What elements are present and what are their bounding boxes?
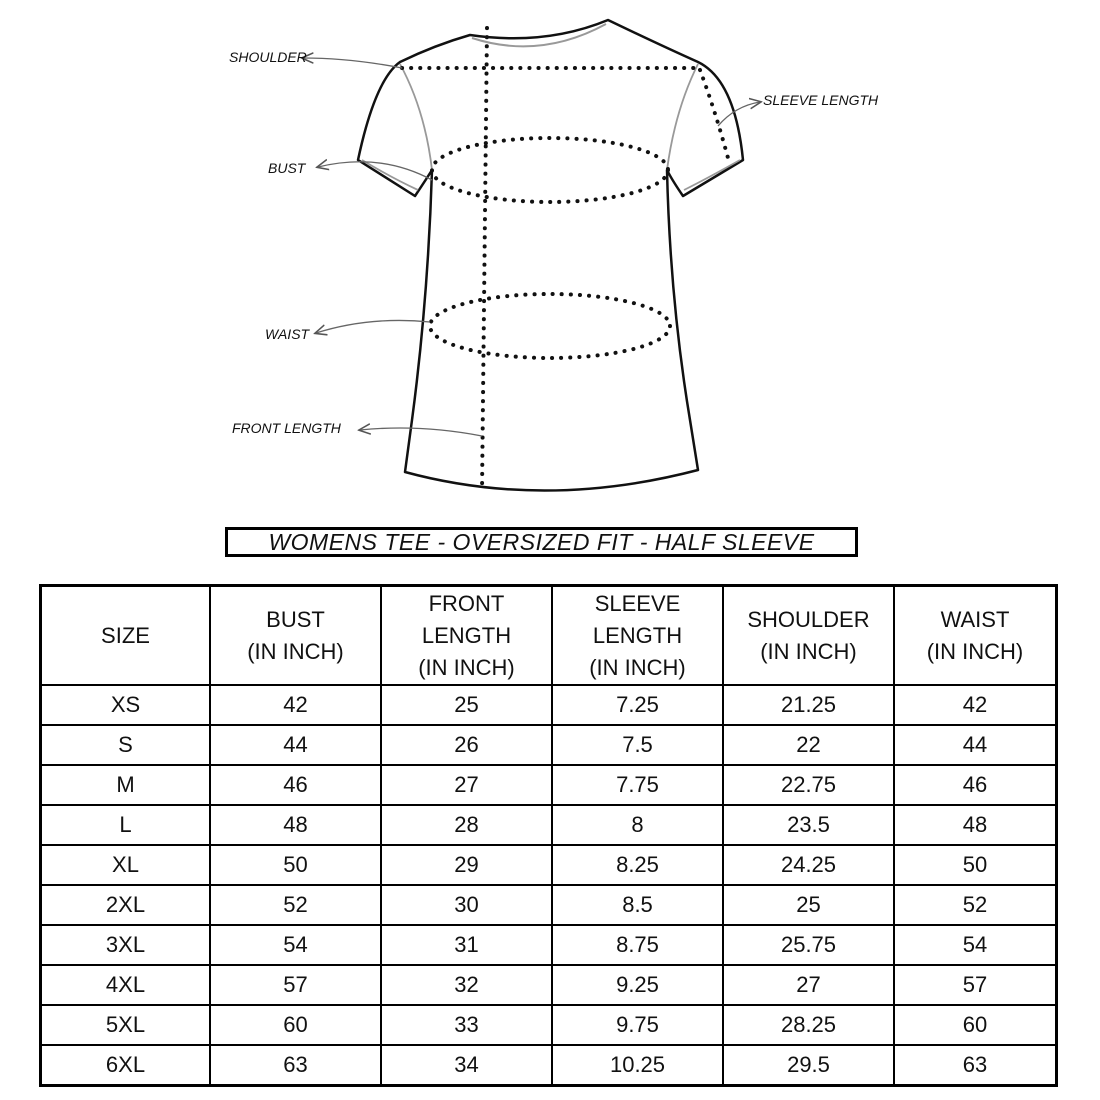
header-shoulder: SHOULDER (IN INCH) [723, 586, 894, 686]
cell-sleeve-length: 7.5 [552, 725, 723, 765]
cell-bust: 42 [210, 685, 381, 725]
cell-shoulder: 21.25 [723, 685, 894, 725]
bust-ellipse [432, 138, 668, 202]
waist-label: WAIST [265, 326, 310, 342]
front-length-label: FRONT LENGTH [232, 420, 341, 436]
table-row [41, 765, 1057, 805]
table-row [41, 845, 1057, 885]
tshirt-outline [358, 20, 743, 491]
cell-front-length: 27 [381, 765, 552, 805]
table-row [41, 805, 1057, 845]
header-bust: BUST (IN INCH) [210, 586, 381, 686]
cell-sleeve-length: 7.25 [552, 685, 723, 725]
cell-bust: 60 [210, 1005, 381, 1045]
cell-front-length: 25 [381, 685, 552, 725]
cell-shoulder: 22.75 [723, 765, 894, 805]
cell-sleeve-length: 8.25 [552, 845, 723, 885]
cell-waist: 48 [894, 805, 1057, 845]
cell-waist: 63 [894, 1045, 1057, 1086]
cell-bust: 54 [210, 925, 381, 965]
cell-waist: 60 [894, 1005, 1057, 1045]
table-row [41, 1045, 1057, 1086]
cell-bust: 50 [210, 845, 381, 885]
cell-shoulder: 24.25 [723, 845, 894, 885]
cell-waist: 54 [894, 925, 1057, 965]
header-size: SIZE [41, 586, 211, 686]
cell-front-length: 31 [381, 925, 552, 965]
cell-bust: 48 [210, 805, 381, 845]
cell-front-length: 29 [381, 845, 552, 885]
header-waist: WAIST (IN INCH) [894, 586, 1057, 686]
cell-front-length: 33 [381, 1005, 552, 1045]
header-front-length: FRONT LENGTH (IN INCH) [381, 586, 552, 686]
front-length-line [482, 28, 487, 492]
cell-bust: 44 [210, 725, 381, 765]
table-row [41, 1005, 1057, 1045]
sleeve-length-line [700, 70, 728, 158]
cell-shoulder: 27 [723, 965, 894, 1005]
cell-waist: 52 [894, 885, 1057, 925]
header-sleeve-length: SLEEVE LENGTH (IN INCH) [552, 586, 723, 686]
cell-size: S [41, 725, 211, 765]
cell-shoulder: 28.25 [723, 1005, 894, 1045]
cell-size: 5XL [41, 1005, 211, 1045]
cell-bust: 63 [210, 1045, 381, 1086]
size-chart-table [39, 584, 1058, 1087]
cell-sleeve-length: 8 [552, 805, 723, 845]
cell-front-length: 28 [381, 805, 552, 845]
front-length-arrow [360, 428, 482, 436]
cell-shoulder: 23.5 [723, 805, 894, 845]
cell-sleeve-length: 8.5 [552, 885, 723, 925]
table-row [41, 965, 1057, 1005]
table-row [41, 685, 1057, 725]
table-header-row [41, 586, 1057, 686]
sleeve-length-arrow [718, 102, 760, 126]
cell-size: L [41, 805, 211, 845]
cell-sleeve-length: 9.75 [552, 1005, 723, 1045]
table-row [41, 725, 1057, 765]
cell-front-length: 34 [381, 1045, 552, 1086]
shoulder-arrow [303, 58, 402, 68]
cell-size: 6XL [41, 1045, 211, 1086]
cell-waist: 57 [894, 965, 1057, 1005]
cell-shoulder: 25.75 [723, 925, 894, 965]
cell-front-length: 32 [381, 965, 552, 1005]
cell-sleeve-length: 9.25 [552, 965, 723, 1005]
table-row [41, 925, 1057, 965]
cell-bust: 52 [210, 885, 381, 925]
size-chart-title: WOMENS TEE - OVERSIZED FIT - HALF SLEEVE [225, 527, 858, 557]
cell-bust: 46 [210, 765, 381, 805]
cell-size: M [41, 765, 211, 805]
table-row [41, 885, 1057, 925]
cell-front-length: 30 [381, 885, 552, 925]
bust-label: BUST [268, 160, 306, 176]
cell-size: XS [41, 685, 211, 725]
cell-shoulder: 25 [723, 885, 894, 925]
sleeve-length-label: SLEEVE LENGTH [763, 92, 879, 108]
cell-waist: 50 [894, 845, 1057, 885]
cell-size: XL [41, 845, 211, 885]
cell-sleeve-length: 10.25 [552, 1045, 723, 1086]
cell-waist: 44 [894, 725, 1057, 765]
tshirt-measurement-diagram [0, 0, 1100, 520]
cell-size: 3XL [41, 925, 211, 965]
cell-waist: 46 [894, 765, 1057, 805]
cell-shoulder: 22 [723, 725, 894, 765]
cell-waist: 42 [894, 685, 1057, 725]
cell-bust: 57 [210, 965, 381, 1005]
cell-shoulder: 29.5 [723, 1045, 894, 1086]
shoulder-label: SHOULDER [229, 49, 307, 65]
cell-sleeve-length: 7.75 [552, 765, 723, 805]
cell-front-length: 26 [381, 725, 552, 765]
cell-size: 4XL [41, 965, 211, 1005]
waist-arrow [316, 320, 430, 333]
cell-size: 2XL [41, 885, 211, 925]
waist-ellipse [430, 294, 670, 358]
tshirt-sleeve-seams [362, 64, 740, 190]
cell-sleeve-length: 8.75 [552, 925, 723, 965]
